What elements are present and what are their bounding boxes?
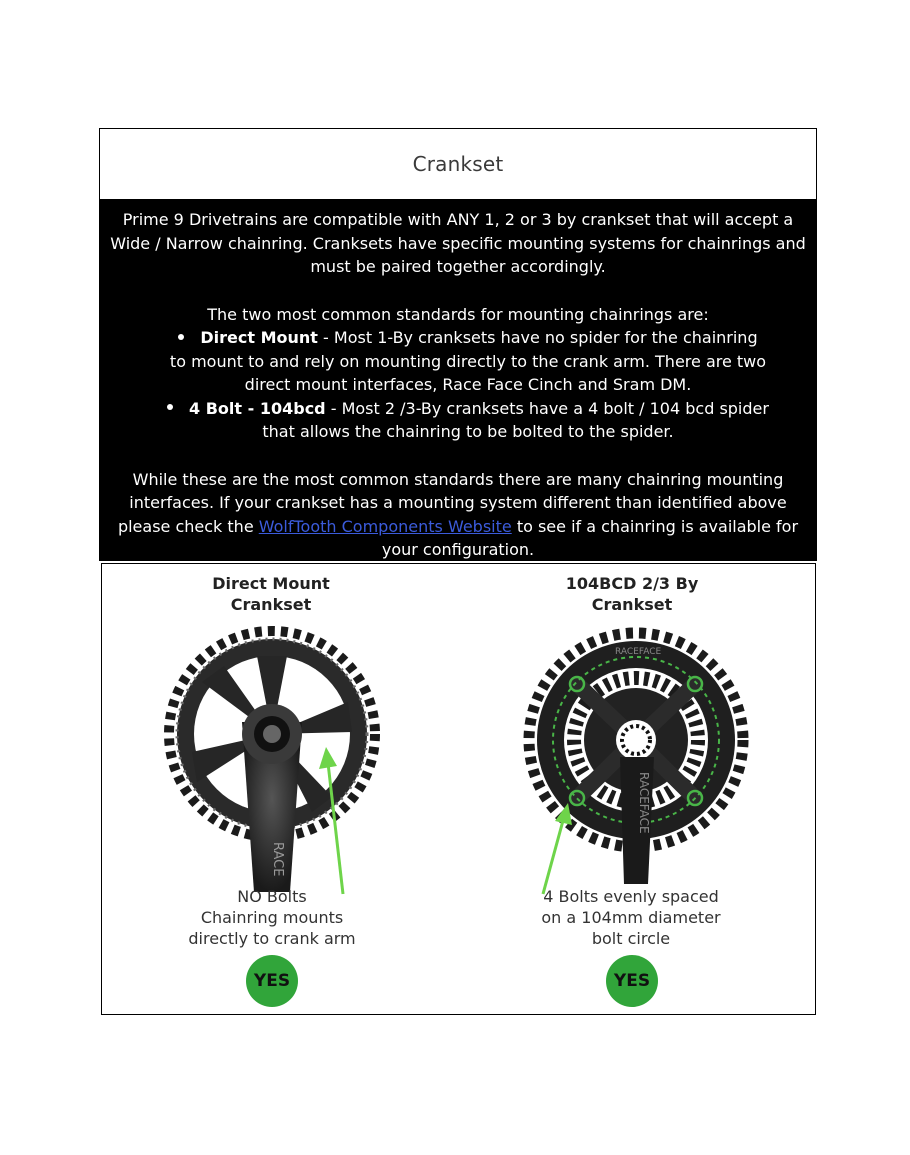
yes-badge: YES [606, 955, 658, 1007]
svg-text:RACE: RACE [270, 842, 285, 877]
bullet-icon [167, 404, 173, 410]
standards-heading: The two most common standards for mounting chainrings are: [207, 304, 709, 324]
page-title: Crankset [412, 152, 504, 176]
section-header [99, 128, 817, 199]
title-line: Crankset [230, 595, 312, 614]
title-line: Crankset [591, 595, 673, 614]
info-panel [99, 199, 817, 561]
caption-line: bolt circle [591, 929, 671, 948]
direct-mount-crankset-image [162, 622, 392, 892]
direct-mount-title [161, 573, 381, 615]
closing-text-end: to see if a chainring is available for your configuration. [381, 516, 799, 559]
wolftooth-link[interactable]: WolfTooth Components Website [258, 516, 512, 536]
bullet-term: Direct Mount [200, 328, 318, 347]
arrow-icon [537, 799, 577, 899]
104bcd-title [522, 573, 742, 615]
direct-mount-caption [142, 886, 402, 949]
standards-list [109, 326, 807, 444]
list-item [109, 397, 807, 444]
title-line: 104BCD 2/3 By [565, 574, 699, 593]
title-line: Direct Mount [212, 574, 330, 593]
svg-text:RACEFACE: RACEFACE [637, 772, 651, 834]
arrow-icon [312, 739, 352, 899]
caption-line: 4 Bolts evenly spaced [543, 887, 719, 906]
intro-paragraph: Prime 9 Drivetrains are compatible with ANY 1, 2 or 3 by crankset that will accept a Wide / Narrow chainring. Cranksets have specific mounting systems for chainrings and must be paired together accordingly. [110, 210, 806, 276]
yes-badge: YES [246, 955, 298, 1007]
closing-paragraph [109, 468, 807, 562]
bullet-term: 4 Bolt - 104bcd [189, 398, 326, 418]
bullet-icon [178, 334, 184, 340]
caption-line: directly to crank arm [188, 929, 356, 948]
104bcd-caption [501, 886, 761, 949]
caption-line: NO Bolts [237, 887, 307, 906]
caption-line: on a 104mm diameter [541, 908, 721, 927]
crankset-comparison [101, 563, 816, 1015]
caption-line: Chainring mounts [200, 908, 344, 927]
bullet-text: - Most 1-By cranksets have no spider for the chainring to mount to and rely on mounting directly to the crank arm. There are two direct mount interfaces, Race Face Cinch and Sram DM. [169, 328, 767, 394]
bullet-text: - Most 2 /3-By cranksets have a 4 bolt / 104 bcd spider that allows the chainring to be bolted to the spider. [262, 398, 769, 441]
list-item [109, 326, 807, 397]
svg-text:RACEFACE: RACEFACE [615, 647, 662, 657]
closing-text: While these are the most common standards there are many chainring mounting interfaces. If your crankset has a mounting system different than identified above please check the [117, 469, 787, 536]
